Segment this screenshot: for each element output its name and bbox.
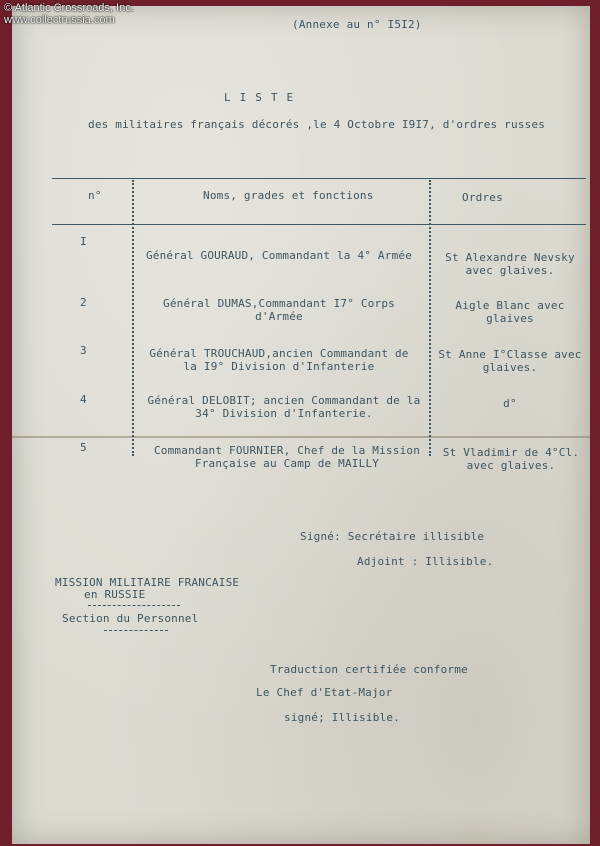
mission-section: Section du Personnel: [62, 612, 199, 625]
row-1-number: I: [80, 235, 87, 248]
watermark-line-1: © Atlantic Crossroads, Inc.: [4, 2, 134, 14]
column-divider-1: [132, 180, 134, 456]
certification-signature: signé; Illisible.: [284, 711, 400, 724]
watermark-line-2: www.collectrussia.com: [4, 14, 115, 26]
header-names: Noms, grades et fonctions: [203, 189, 374, 202]
row-3-name: Général TROUCHAUD,ancien Commandant de la I9° Division d'Infanterie: [149, 347, 409, 373]
row-2-number: 2: [80, 296, 87, 309]
chief-of-staff: Le Chef d'Etat-Major: [256, 686, 393, 699]
signature-adjoint: Adjoint : Illisible.: [357, 555, 494, 568]
row-2-name: Général DUMAS,Commandant I7° Corps d'Armée: [163, 297, 395, 323]
row-1-order: St Alexandre Nevsky avec glaives.: [445, 251, 575, 277]
row-5-order: St Vladimir de 4°Cl. avec glaives.: [442, 446, 580, 472]
certification-line: Traduction certifiée conforme: [270, 663, 468, 676]
row-5-name: Commandant FOURNIER, Chef de la Mission Française au Camp de MAILLY: [153, 444, 421, 470]
mission-underline-1: [88, 605, 180, 606]
table-top-rule: [52, 178, 586, 179]
row-3-order: St Anne I°Classe avec glaives.: [438, 348, 582, 374]
document-title: LISTE: [224, 91, 303, 104]
row-3-number: 3: [80, 344, 87, 357]
mission-heading: MISSION MILITAIRE FRANCAISE: [55, 576, 240, 589]
column-divider-2: [429, 180, 431, 456]
annex-reference: (Annexe au n° I5I2): [292, 18, 422, 31]
header-number: n°: [88, 189, 102, 202]
mission-underline-2: [104, 630, 168, 631]
signature-secretary: Signé: Secrétaire illisible: [300, 530, 485, 543]
row-4-name: Général DELOBIT; ancien Commandant de la 34° Division d'Infanterie.: [147, 394, 421, 420]
row-2-order: Aigle Blanc avec glaives: [455, 299, 565, 325]
mission-country: en RUSSIE: [84, 588, 146, 601]
row-4-order: d°: [503, 397, 517, 410]
row-4-number: 4: [80, 393, 87, 406]
row-5-number: 5: [80, 441, 87, 454]
row-1-name: Général GOURAUD, Commandant la 4° Armée: [145, 249, 413, 262]
header-orders: Ordres: [462, 191, 503, 204]
document-subtitle: des militaires français décorés ,le 4 Octobre I9I7, d'ordres russes: [88, 118, 546, 131]
paper-fold-crease: [12, 436, 590, 438]
watermark: [4, 2, 134, 26]
